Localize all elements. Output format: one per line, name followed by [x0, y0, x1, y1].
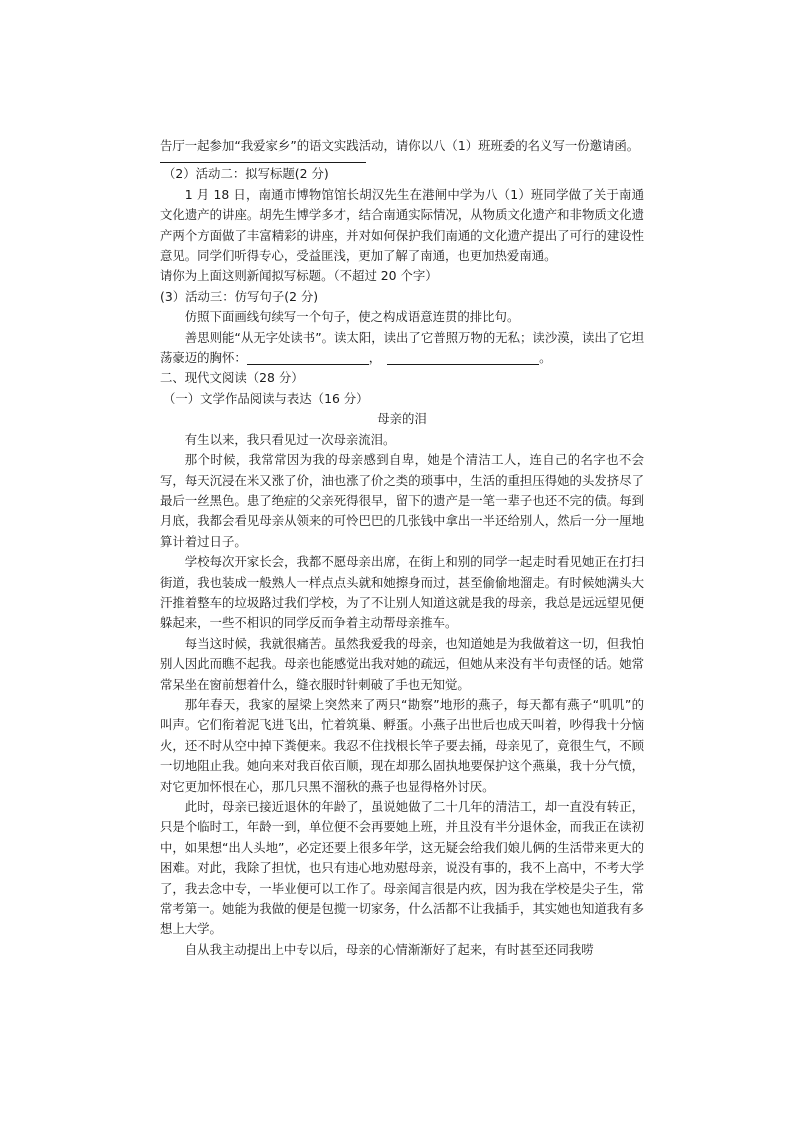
intro-text: 告厅一起参加“我爱家乡”的语文实践活动，请你以八（1）班班委的名义写一份邀请函。	[160, 138, 640, 153]
story-paragraph: 那年春天，我家的屋梁上突然来了两只“勘察”地形的燕子，每天都有燕子“叽叽”的叫声。它们衔着泥飞进飞出，忙着筑巢、孵蛋。小燕子出世后也成天叫着，吵得我十分恼火，还不时从空中掉下粪便来。我忍不住找根长竿子要去捅，母亲见了，竟很生气，不顾一切地阻止我。她向来对我百依百顺，现在却那么固执地要保护这个燕巢，我十分气愤，对它更加怀恨在心，那几只黑不溜秋的燕子也显得格外讨厌。	[160, 696, 644, 794]
story-paragraph: 学校每次开家长会，我都不愿母亲出席，在街上和别的同学一起走时看见她正在打扫街道，我也装成一般熟人一样点点头就和她擦身而过，甚至偷偷地溜走。有时候她满头大汗推着整车的垃圾路过我们学校，为了不让别人知道这就是我的母亲，我总是远远望见便躲起来，一些不相识的同学反而争着主动帮母亲推车。	[160, 554, 644, 631]
story-title: 母亲的泪	[377, 411, 427, 427]
story-paragraph: 有生以来，我只看见过一次母亲流泪。	[184, 431, 396, 447]
fill-blank-1[interactable]	[247, 350, 369, 365]
story-paragraph: 那个时候，我常常因为我的母亲感到自卑，她是个清洁工人，连自己的名字也不会写，每天沉浸在米又涨了价，油也涨了价之类的琐事中，生活的重担压得她的头发挤尽了最后一丝黑色。患了绝症的父亲死得很早，留下的遗产是一笔一辈子也还不完的债。每到月底，我都会看见母亲从领来的可怜巴巴的几张钱中拿出一半还给别人，然后一分一厘地算计着过日子。	[160, 452, 644, 549]
activity3-example-text: 善思则能“从无字处读书”。读太阳，读出了它普照万物的无私；读沙漠，读出了它坦荡豪迈的胸怀：	[160, 329, 644, 366]
activity2-heading: （2）活动二：拟写标题(2 分)	[163, 166, 329, 182]
section2-heading: 二、现代文阅读（28 分）	[160, 370, 304, 386]
activity2-news: 1 月 18 日，南通市博物馆馆长胡汉先生在港闸中学为八（1）班同学做了关于南通文化遗产的讲座。胡先生博学多才，结合南通实际情况，从物质文化遗产和非物质文化遗产两个方面做了丰富精彩的讲座，并对如何保护我们南通的文化遗产提出了可行的建设性意见。同学们听得专心，受益匪浅，更加了解了南通，也更加热爱南通。	[160, 186, 644, 264]
exam-page	[160, 136, 644, 960]
story-paragraph: 自从我主动提出上中专以后，母亲的心情渐渐好了起来，有时甚至还同我唠	[184, 941, 594, 957]
sentence-end: 。	[539, 350, 552, 366]
fill-blank-2[interactable]	[387, 350, 539, 365]
answer-line	[160, 162, 366, 163]
story-paragraph: 此时，母亲已接近退休的年龄了，虽说她做了二十几年的清洁工，却一直没有转正，只是个临时工，年龄一到，单位便不会再要她上班，并且没有半分退休金，而我正在读初中，如果想“出人头地”，必定还要上很多年学，这无疑会给我们娘儿俩的生活带来更大的困难。对此，我除了担忧，也只有违心地劝慰母亲，说没有事的，我不上高中，不考大学了，我去念中专，一毕业便可以工作了。母亲闻言很是内疚，因为我在学校是尖子生，常常考第一。她能为我做的便是包揽一切家务，什么活都不让我插手，其实她也知道我有多想上大学。	[160, 799, 644, 937]
activity3-instruction: 仿照下面画线句续写一个句子，使之构成语意连贯的排比句。	[184, 309, 520, 325]
story-paragraph: 每当这时候，我就很痛苦。虽然我爱我的母亲，也知道她是为我做着这一切，但我怕别人因此而瞧不起我。母亲也能感觉出我对她的疏远，但她从来没有半句责怪的话。她常常呆坐在窗前想着什么，缝衣服时针刺破了手也无知觉。	[160, 635, 644, 692]
activity3-heading: (3）活动三：仿写句子(2 分)	[160, 288, 319, 304]
section2-subheading: （一）文学作品阅读与表达（16 分）	[163, 390, 369, 406]
activity2-task: 请你为上面这则新闻拟写标题。（不超过 20 个字）	[160, 268, 438, 284]
activity3-example	[160, 328, 644, 369]
blank-separator: ，	[368, 350, 382, 366]
